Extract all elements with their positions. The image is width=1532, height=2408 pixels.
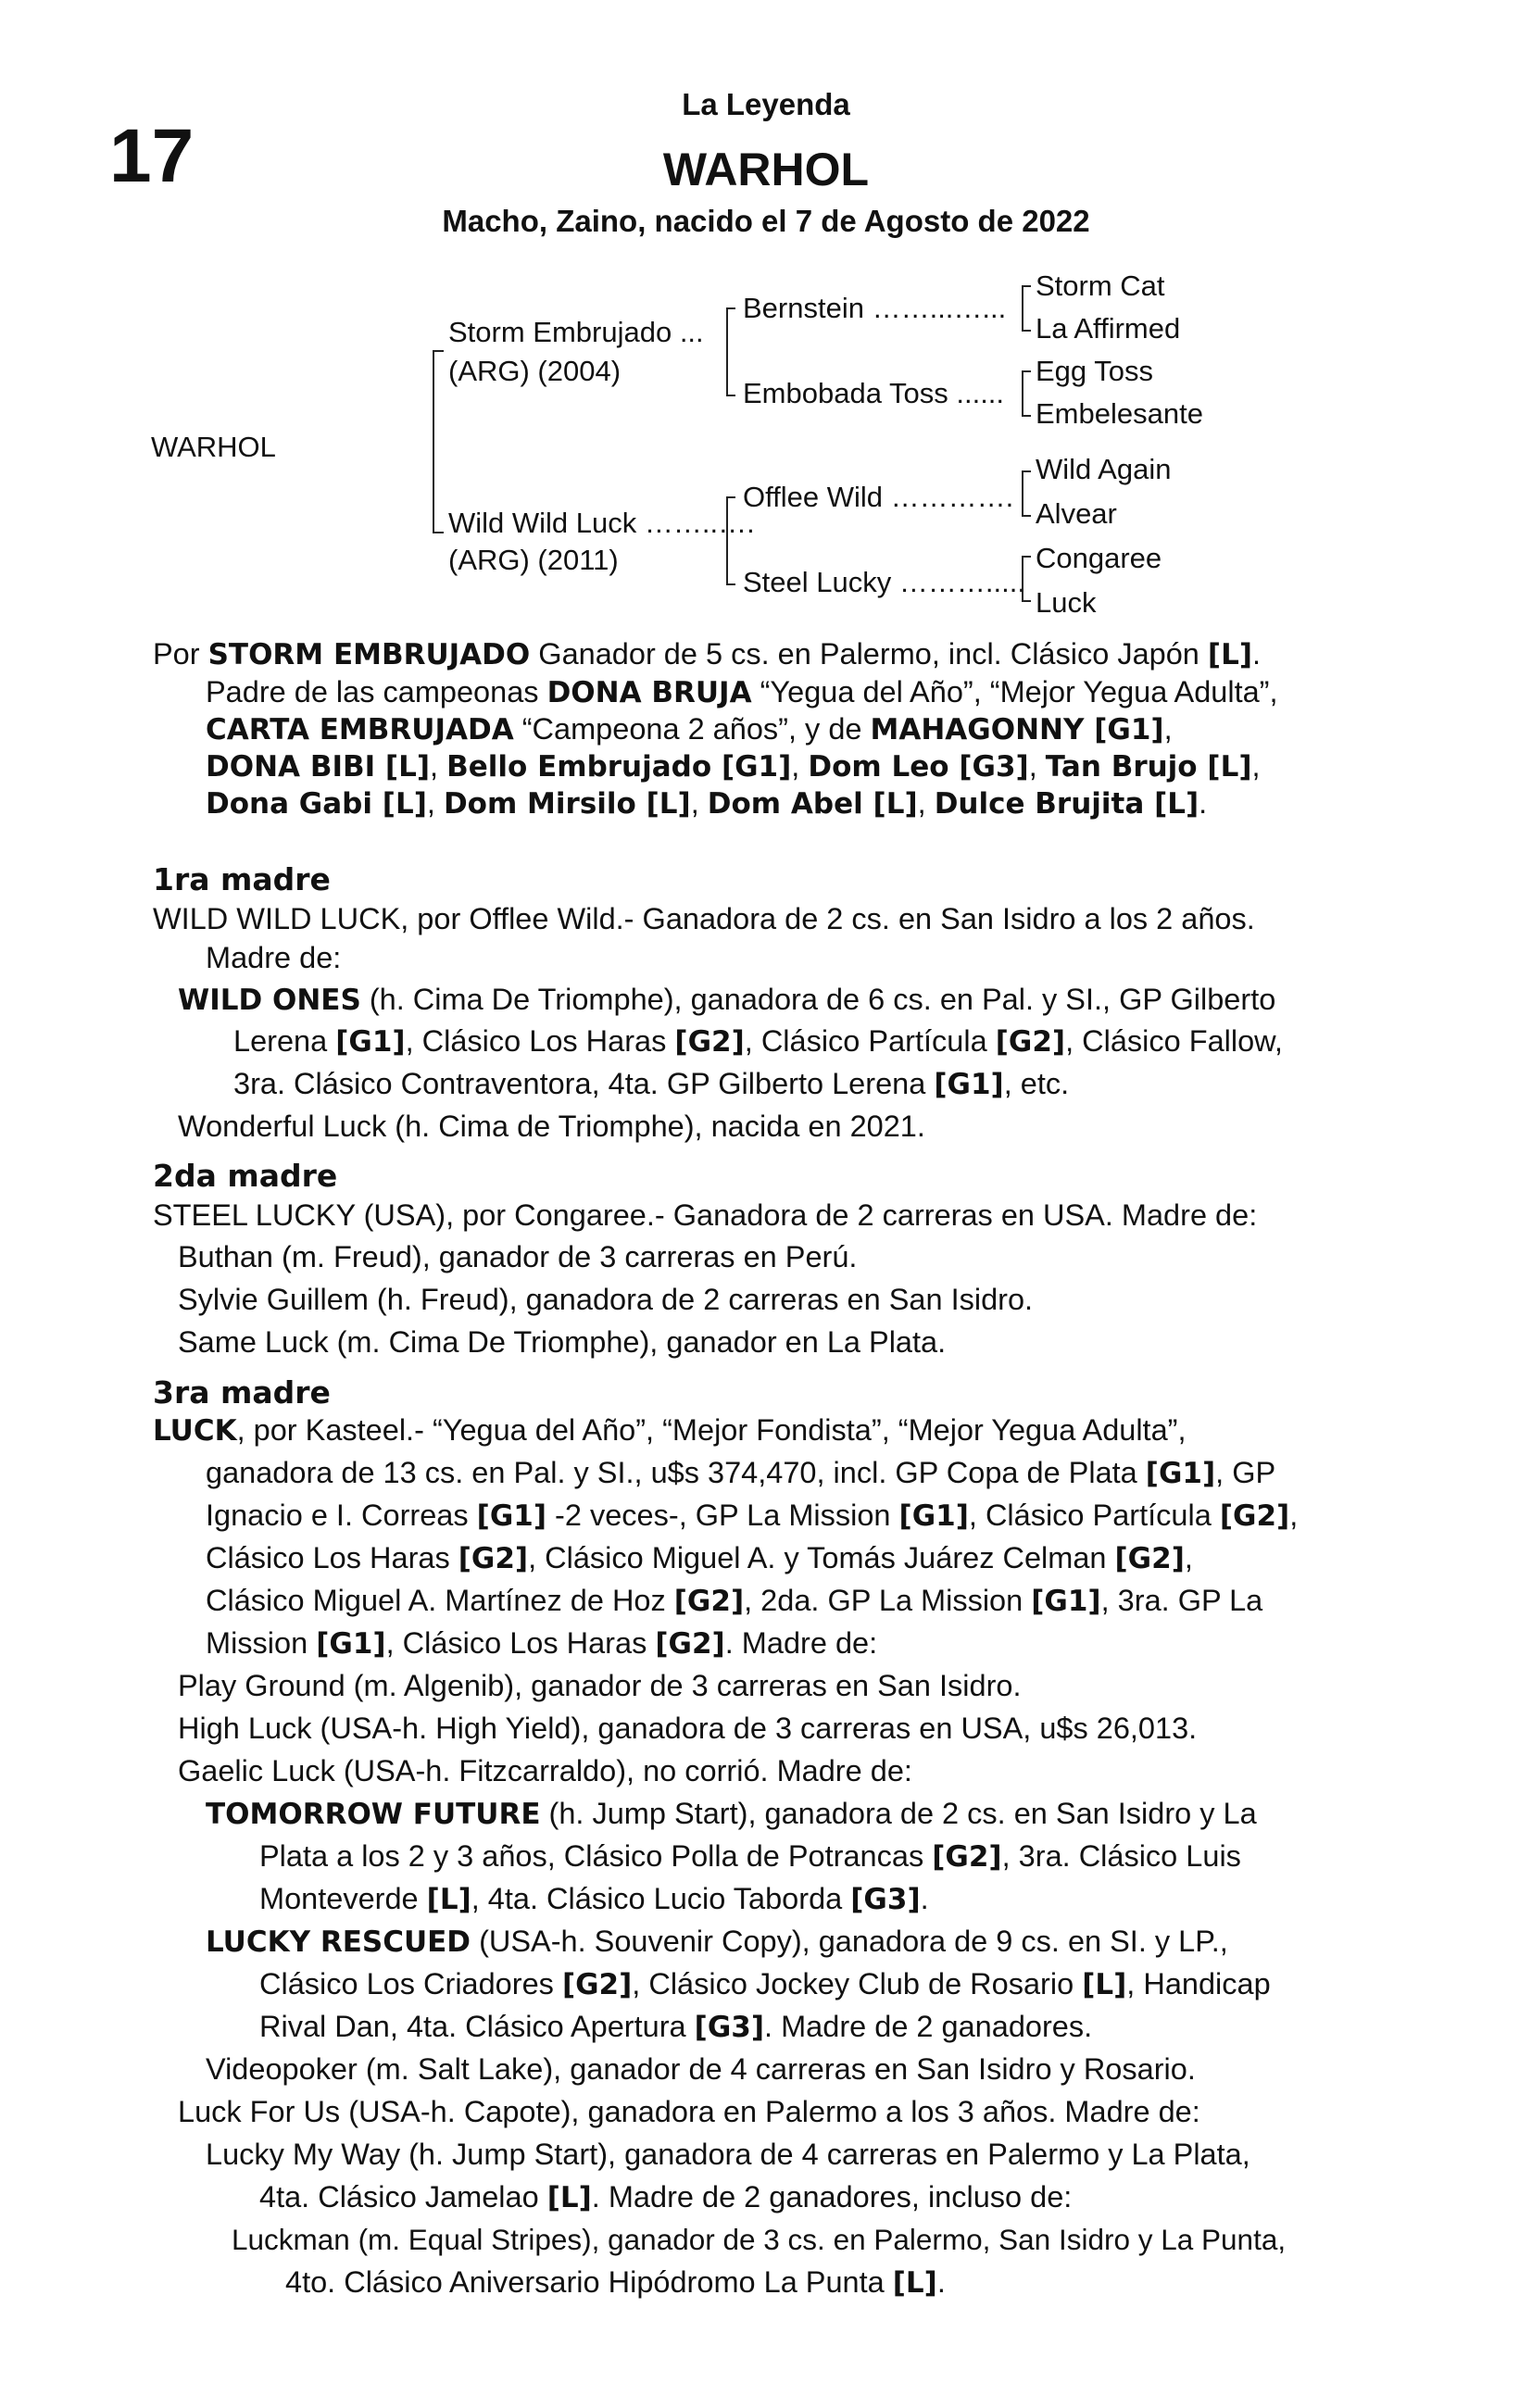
pedigree-dam-origin: (ARG) (2011): [448, 544, 619, 576]
pedigree-bracket-ss: [1022, 285, 1031, 332]
second-dam-line-1: STEEL LUCKY (USA), por Congaree.- Ganadora de 2 carreras en USA. Madre de:: [153, 1198, 1258, 1232]
third-dam-line-12: Monteverde [L], 4ta. Clásico Lucio Taborda [G3].: [259, 1882, 929, 1916]
third-dam-line-17: Luck For Us (USA-h. Capote), ganadora en Palermo a los 3 años. Madre de:: [178, 2095, 1200, 2128]
third-dam-line-16: Videopoker (m. Salt Lake), ganador de 4 carreras en San Isidro y Rosario.: [206, 2052, 1196, 2086]
sire-line-3: CARTA EMBRUJADA “Campeona 2 años”, y de MAHAGONNY [G1],: [206, 712, 1173, 746]
third-dam-line-19: 4ta. Clásico Jamelao [L]. Madre de 2 ganadores, incluso de:: [259, 2180, 1073, 2214]
third-dam-heading: 3ra madre: [153, 1374, 331, 1411]
third-dam-line-7: Play Ground (m. Algenib), ganador de 3 carreras en San Isidro.: [178, 1669, 1022, 1702]
pedigree-sire-dam: Embobada Toss ......: [743, 377, 1005, 409]
third-dam-line-10: TOMORROW FUTURE (h. Jump Start), ganadora de 2 cs. en San Isidro y La: [206, 1797, 1257, 1831]
first-dam-line-2: Madre de:: [206, 941, 342, 974]
pedigree-dam-sire: Offlee Wild ………….: [743, 481, 1014, 513]
horse-description: Macho, Zaino, nacido el 7 de Agosto de 2022: [442, 204, 1090, 238]
third-dam-line-21: 4to. Clásico Aniversario Hipódromo La Punta [L].: [285, 2265, 946, 2300]
pedigree-ds-dam: Alvear: [1036, 497, 1117, 530]
second-dam-line-2: Buthan (m. Freud), ganador de 3 carreras en Perú.: [178, 1240, 858, 1273]
first-dam-heading: 1ra madre: [153, 861, 331, 897]
pedigree-bracket-sire: [726, 307, 735, 396]
sire-line-1: Por STORM EMBRUJADO Ganador de 5 cs. en Palermo, incl. Clásico Japón [L].: [153, 637, 1262, 671]
third-dam-line-18: Lucky My Way (h. Jump Start), ganadora de 4 carreras en Palermo y La Plata,: [206, 2138, 1250, 2171]
horse-name: WARHOL: [662, 144, 870, 195]
pedigree-dam-dam: Steel Lucky ……….....: [743, 566, 1025, 598]
third-dam-line-13: LUCKY RESCUED (USA-h. Souvenir Copy), ganadora de 9 cs. en SI. y LP.,: [206, 1925, 1228, 1959]
third-dam-line-14: Clásico Los Criadores [G2], Clásico Jockey Club de Rosario [L], Handicap: [259, 1967, 1271, 2001]
third-dam-line-15: Rival Dan, 4ta. Clásico Apertura [G3]. Madre de 2 ganadores.: [259, 2010, 1093, 2044]
sire-line-4: DONA BIBI [L], Bello Embrujado [G1], Dom Leo [G3], Tan Brujo [L],: [206, 749, 1261, 784]
third-dam-line-3: Ignacio e I. Correas [G1] -2 veces-, GP La Mission [G1], Clásico Partícula [G2],: [206, 1499, 1299, 1533]
pedigree-ds-sire: Wild Again: [1036, 453, 1172, 485]
pedigree-ss-sire: Storm Cat: [1036, 270, 1165, 302]
first-dam-line-3: WILD ONES (h. Cima De Triomphe), ganadora de 6 cs. en Pal. y SI., GP Gilberto: [178, 983, 1276, 1017]
first-dam-line-1: WILD WILD LUCK, por Offlee Wild.- Ganadora de 2 cs. en San Isidro a los 2 años.: [153, 902, 1255, 935]
second-dam-line-3: Sylvie Guillem (h. Freud), ganadora de 2 carreras en San Isidro.: [178, 1283, 1034, 1316]
pedigree-bracket-dam: [726, 496, 735, 585]
pedigree-sire-origin: (ARG) (2004): [448, 355, 622, 387]
pedigree-bracket-main: [433, 350, 444, 533]
second-dam-line-4: Same Luck (m. Cima De Triomphe), ganador en La Plata.: [178, 1325, 947, 1359]
pedigree-ss-dam: La Affirmed: [1036, 312, 1181, 345]
third-dam-line-5: Clásico Miguel A. Martínez de Hoz [G2], 2da. GP La Mission [G1], 3ra. GP La: [206, 1584, 1263, 1618]
third-dam-line-20: Luckman (m. Equal Stripes), ganador de 3 cs. en Palermo, San Isidro y La Punta,: [232, 2223, 1287, 2256]
lot-number: 17: [109, 114, 195, 198]
third-dam-line-6: Mission [G1], Clásico Los Haras [G2]. Madre de:: [206, 1626, 878, 1661]
sire-line-2: Padre de las campeonas DONA BRUJA “Yegua del Año”, “Mejor Yegua Adulta”,: [206, 675, 1278, 709]
pedigree-dd-dam: Luck: [1036, 586, 1097, 619]
pedigree-sire: Storm Embrujado ...: [448, 316, 704, 348]
farm-name: La Leyenda: [682, 87, 850, 121]
third-dam-line-4: Clásico Los Haras [G2], Clásico Miguel A. y Tomás Juárez Celman [G2],: [206, 1541, 1193, 1575]
first-dam-line-4: Lerena [G1], Clásico Los Haras [G2], Clásico Partícula [G2], Clásico Fallow,: [233, 1024, 1283, 1059]
pedigree-sire-sire: Bernstein ……...…...: [743, 292, 1007, 324]
pedigree-bracket-ds: [1022, 470, 1031, 517]
third-dam-line-2: ganadora de 13 cs. en Pal. y SI., u$s 374,470, incl. GP Copa de Plata [G1], GP: [206, 1456, 1276, 1490]
pedigree-sd-dam: Embelesante: [1036, 397, 1203, 430]
pedigree-bracket-sd: [1022, 370, 1031, 417]
pedigree-sd-sire: Egg Toss: [1036, 355, 1153, 387]
third-dam-line-1: LUCK, por Kasteel.- “Yegua del Año”, “Mejor Fondista”, “Mejor Yegua Adulta”,: [153, 1413, 1187, 1448]
first-dam-line-5: 3ra. Clásico Contraventora, 4ta. GP Gilberto Lerena [G1], etc.: [233, 1067, 1070, 1101]
second-dam-heading: 2da madre: [153, 1158, 338, 1194]
first-dam-line-6: Wonderful Luck (h. Cima de Triomphe), nacida en 2021.: [178, 1110, 925, 1143]
pedigree-dam: Wild Wild Luck ……..….: [448, 507, 755, 539]
pedigree-bracket-dd: [1022, 556, 1031, 602]
third-dam-line-11: Plata a los 2 y 3 años, Clásico Polla de Potrancas [G2], 3ra. Clásico Luis: [259, 1839, 1241, 1874]
pedigree-dd-sire: Congaree: [1036, 542, 1162, 574]
third-dam-line-8: High Luck (USA-h. High Yield), ganadora de 3 carreras en USA, u$s 26,013.: [178, 1712, 1198, 1745]
sire-line-5: Dona Gabi [L], Dom Mirsilo [L], Dom Abel [L], Dulce Brujita [L].: [206, 786, 1208, 821]
pedigree-subject: WARHOL: [151, 431, 276, 463]
third-dam-line-9: Gaelic Luck (USA-h. Fitzcarraldo), no corrió. Madre de:: [178, 1754, 912, 1787]
